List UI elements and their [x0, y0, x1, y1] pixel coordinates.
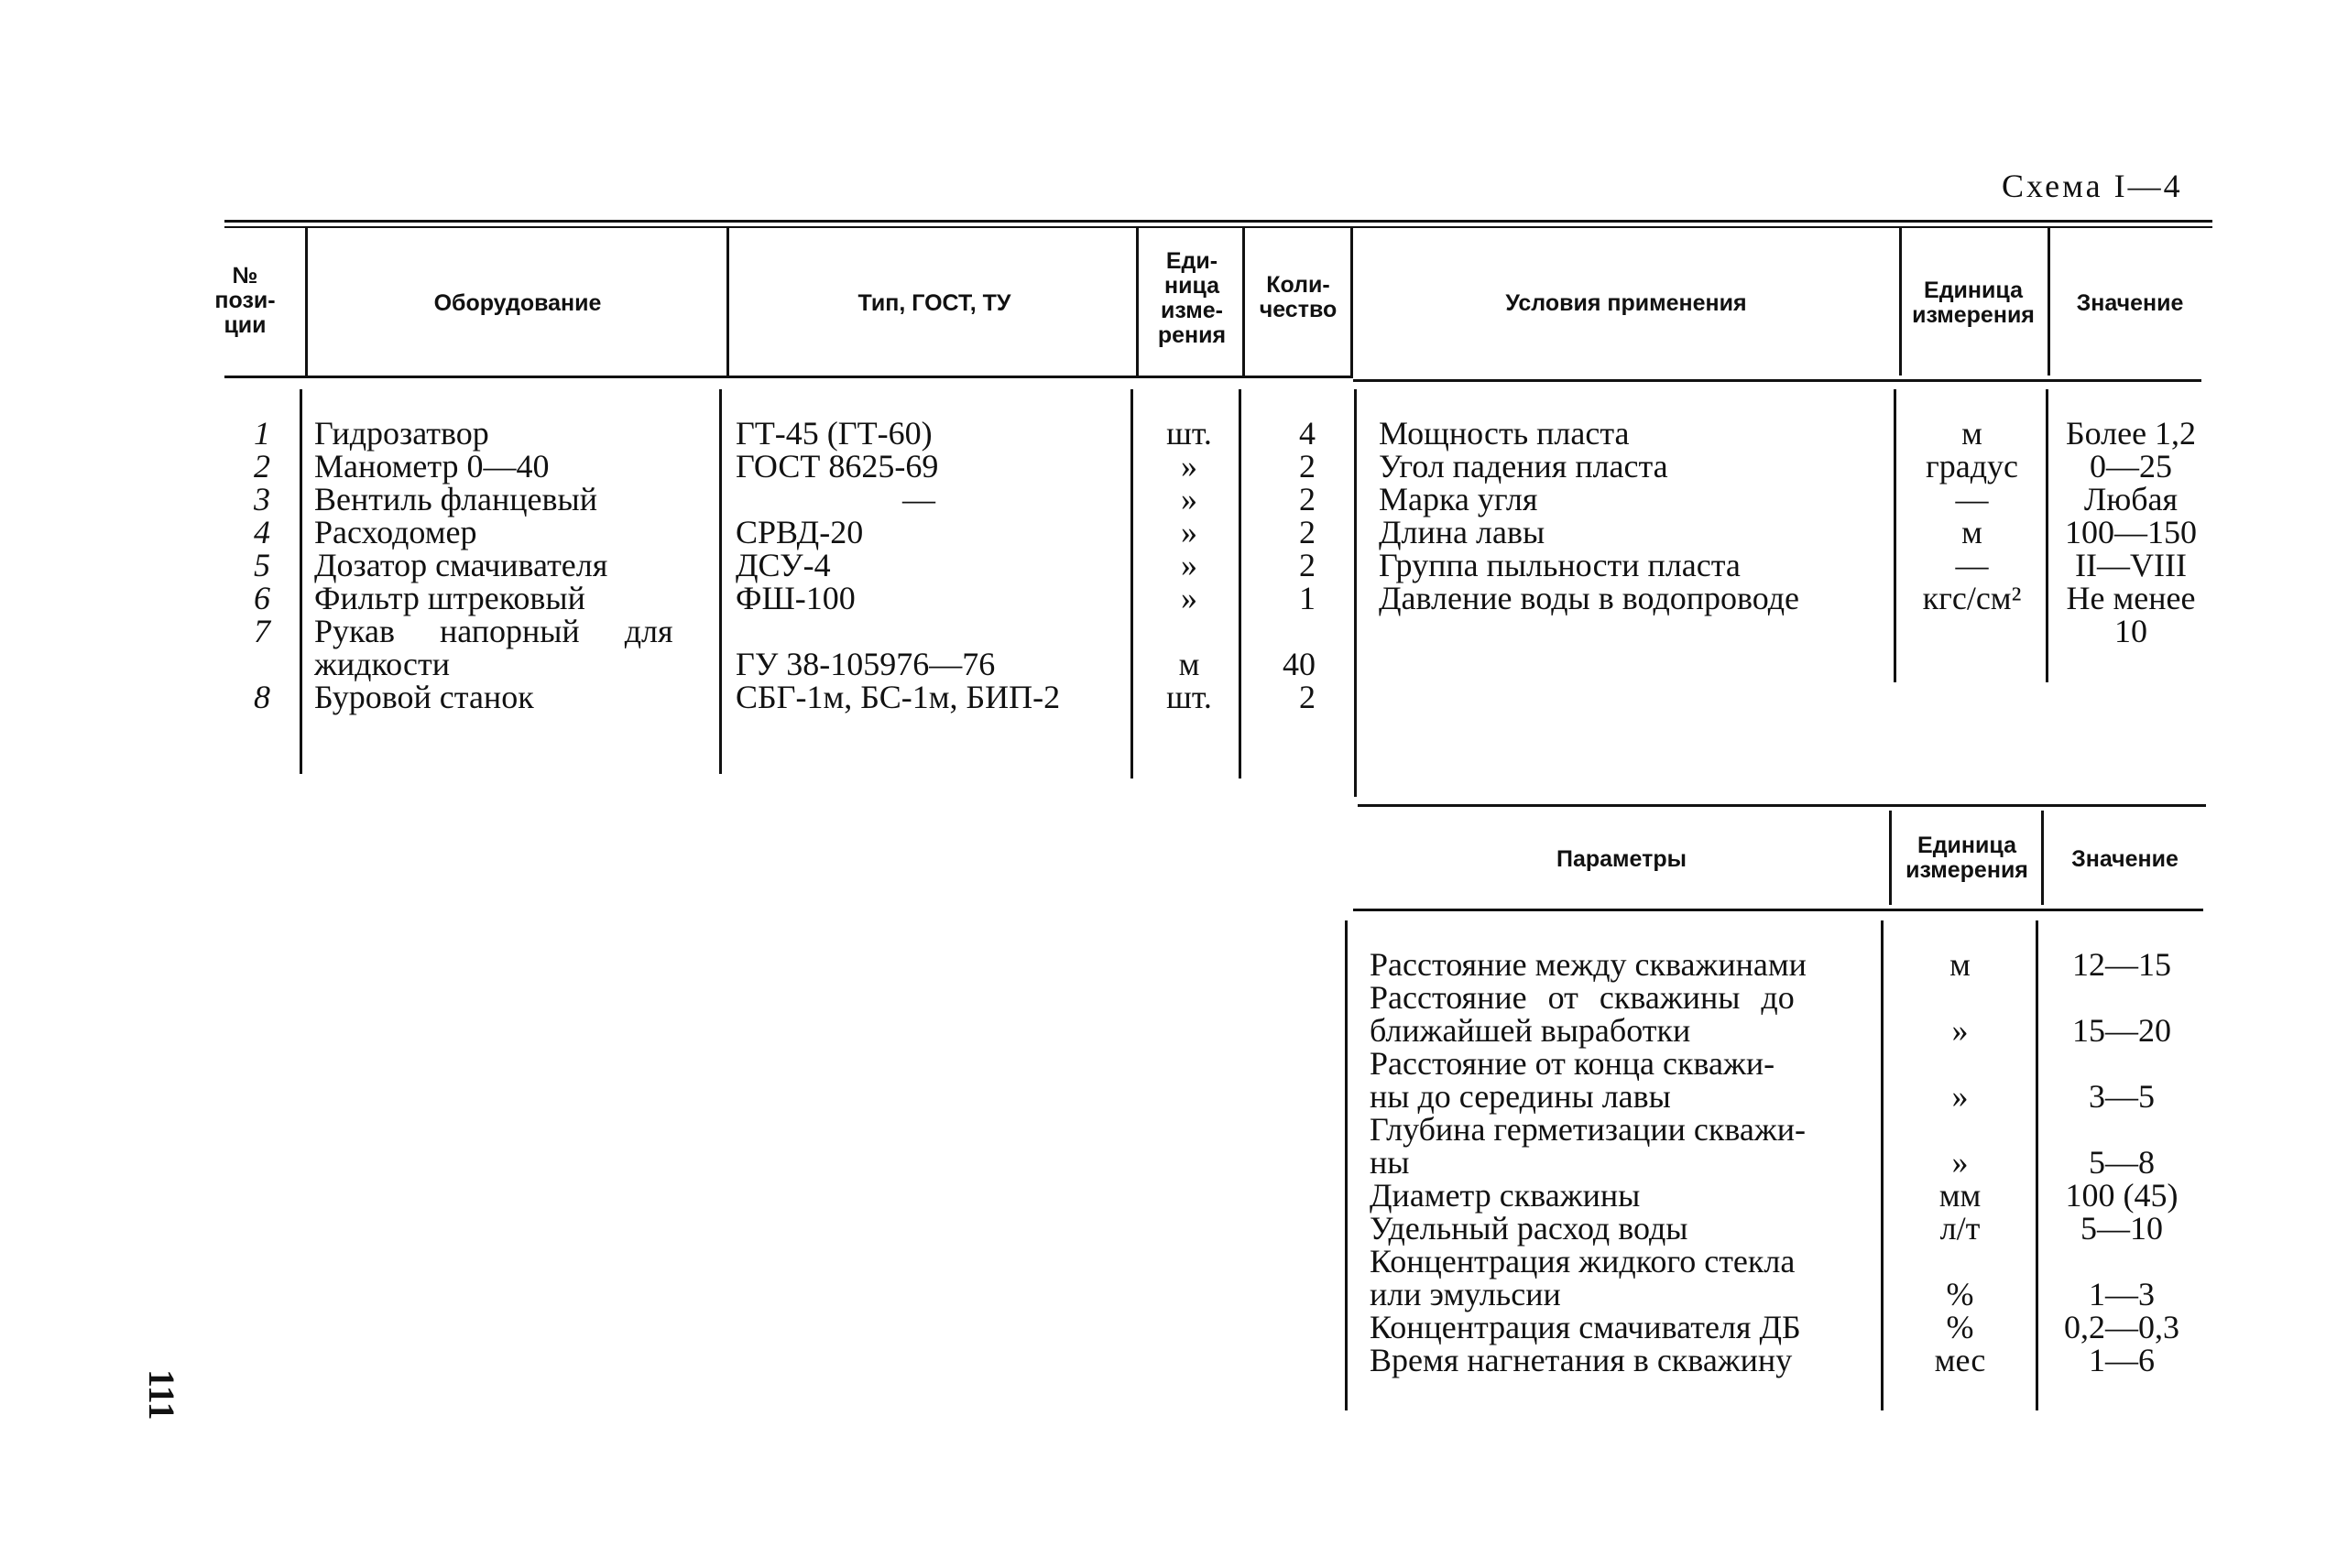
condition-unit: м [1961, 514, 1982, 550]
parameter-unit: » [1951, 1012, 1969, 1049]
parameter-unit: м [1949, 946, 1971, 983]
condition-value: II—VIII [2075, 547, 2187, 583]
equipment-type: ФШ-100 [736, 580, 856, 616]
header-value: Значение [2076, 290, 2184, 316]
header-value: Значение [2071, 846, 2179, 872]
equipment-name [314, 615, 710, 648]
col-divider [300, 389, 302, 774]
equipment-name-line1: Рукав напорный для [314, 613, 673, 649]
equipment-unit: » [1181, 547, 1197, 583]
parameter-value: 1—3 [2089, 1276, 2155, 1312]
equipment-name: Дозатор смачивателя [314, 547, 608, 583]
parameter-label-line1: Расстояние от конца скважи- [1370, 1045, 1775, 1082]
parameter-label: Время нагнетания в скважину [1370, 1342, 1793, 1378]
row-number: 5 [254, 547, 270, 583]
parameter-value: 12—15 [2072, 946, 2171, 983]
equipment-qty: 2 [1299, 547, 1316, 583]
col-divider [1881, 920, 1884, 1410]
equipment-qty: 1 [1299, 580, 1316, 616]
header-unit: Единица измерения [1912, 278, 2035, 328]
equipment-type: ГУ 38-105976—76 [736, 646, 996, 682]
equipment-type: — [902, 481, 935, 517]
row-number: 6 [254, 580, 270, 616]
equipment-qty: 2 [1299, 679, 1316, 715]
parameter-value: 5—8 [2089, 1144, 2155, 1181]
col-divider [1899, 227, 1902, 376]
parameter-unit: » [1951, 1144, 1969, 1181]
col-divider [1345, 920, 1348, 1410]
parameter-label-line1: Глубина герметизации скважи- [1370, 1111, 1806, 1148]
row-number: 8 [254, 679, 270, 715]
header-unit: Еди- ница изме- рения [1157, 248, 1227, 348]
parameter-unit: % [1946, 1309, 1974, 1345]
row-number: 7 [254, 613, 270, 649]
equipment-qty: 40 [1283, 646, 1316, 682]
equipment-name: Буровой станок [314, 679, 534, 715]
parameter-value: 0,2—0,3 [2064, 1309, 2179, 1345]
equipment-qty: 2 [1299, 481, 1316, 517]
equipment-qty: 4 [1299, 415, 1316, 452]
parameter-label-line2: ближайшей выработки [1370, 1012, 1691, 1049]
condition-label: Мощность пласта [1379, 415, 1630, 452]
header-conditions: Условия применения [1505, 290, 1747, 316]
equipment-type: СБГ-1м, БС-1м, БИП-2 [736, 679, 1061, 715]
col-divider [1136, 227, 1139, 376]
parameter-unit: мм [1938, 1177, 1982, 1214]
condition-label: Длина лавы [1379, 514, 1545, 550]
condition-value: 0—25 [2090, 448, 2172, 485]
condition-value: 100—150 [2065, 514, 2197, 550]
header-parameters: Параметры [1556, 846, 1687, 872]
equipment-unit: шт. [1166, 679, 1212, 715]
parameter-label: Диаметр скважины [1370, 1177, 1641, 1214]
header-type: Тип, ГОСТ, ТУ [857, 290, 1011, 316]
table-top-rule [224, 220, 1353, 223]
equipment-name: Манометр 0—40 [314, 448, 550, 485]
col-divider [1350, 227, 1353, 376]
equipment-type: СРВД-20 [736, 514, 864, 550]
header-bottom-rule [1353, 379, 2201, 382]
parameter-label-line2: ны до середины лавы [1370, 1078, 1671, 1115]
equipment-name: Фильтр штрековый [314, 580, 585, 616]
parameter-label-line1: Расстояние от скважины до [1370, 979, 1795, 1016]
header-bottom-rule [224, 376, 1353, 378]
equipment-unit: » [1181, 481, 1197, 517]
table-top-rule [1353, 220, 2212, 223]
col-divider [2048, 227, 2050, 376]
parameter-value: 5—10 [2080, 1210, 2163, 1247]
condition-unit: — [1955, 481, 1989, 517]
header-position: № пози- ции [214, 263, 276, 338]
condition-label: Марка угля [1379, 481, 1538, 517]
parameter-label-line1: Концентрация жидкого стекла [1370, 1243, 1796, 1279]
parameter-value: 15—20 [2072, 1012, 2171, 1049]
row-number: 2 [254, 448, 270, 485]
condition-unit: градус [1925, 448, 2019, 485]
col-divider [2036, 920, 2038, 1410]
condition-value-line2: 10 [2114, 613, 2147, 649]
equipment-name: Гидрозатвор [314, 415, 489, 452]
condition-label: Группа пыльности пласта [1379, 547, 1741, 583]
col-divider [1130, 389, 1133, 779]
equipment-unit: » [1181, 580, 1197, 616]
parameter-unit: » [1951, 1078, 1969, 1115]
parameter-label-line2: или эмульсии [1370, 1276, 1561, 1312]
scheme-label: Схема I—4 [2002, 168, 2183, 204]
header-equipment: Оборудование [433, 290, 602, 316]
parameter-unit: мес [1934, 1342, 1986, 1378]
equipment-qty: 2 [1299, 448, 1316, 485]
equipment-unit: » [1181, 448, 1197, 485]
page-number: 111 [141, 1369, 182, 1421]
condition-label: Давление воды в водопроводе [1379, 580, 1800, 616]
table-top-rule-thin [224, 226, 2212, 228]
equipment-name: Расходомер [314, 514, 477, 550]
parameter-value: 1—6 [2089, 1342, 2155, 1378]
col-divider [726, 227, 729, 376]
parameter-value: 100 (45) [2065, 1177, 2179, 1214]
equipment-name: Вентиль фланцевый [314, 481, 597, 517]
equipment-unit: м [1178, 646, 1200, 682]
header-bottom-rule [1353, 909, 2203, 911]
equipment-name-line2: жидкости [314, 646, 450, 682]
equipment-type: ГОСТ 8625-69 [736, 448, 939, 485]
condition-unit: кгс/см² [1922, 580, 2022, 616]
parameter-label: Концентрация смачивателя ДБ [1370, 1309, 1801, 1345]
parameter-value: 3—5 [2089, 1078, 2155, 1115]
col-divider [719, 389, 722, 774]
condition-unit: м [1961, 415, 1982, 452]
col-divider [1242, 227, 1245, 376]
parameter-unit: % [1946, 1276, 1974, 1312]
condition-unit: — [1955, 547, 1989, 583]
header-quantity: Коли- чество [1259, 272, 1338, 322]
condition-value: Любая [2083, 481, 2179, 517]
row-number: 4 [254, 514, 270, 550]
row-number: 1 [254, 415, 270, 452]
equipment-unit: » [1181, 514, 1197, 550]
parameter-label: Расстояние между скважинами [1370, 946, 1807, 983]
equipment-type: ГТ-45 (ГТ-60) [736, 415, 933, 452]
equipment-unit: шт. [1166, 415, 1212, 452]
table-top-rule [1358, 804, 2206, 807]
equipment-qty: 2 [1299, 514, 1316, 550]
parameter-label: Удельный расход воды [1370, 1210, 1688, 1247]
row-number: 3 [254, 481, 270, 517]
equipment-type: ДСУ-4 [736, 547, 831, 583]
parameter-unit: л/т [1939, 1210, 1981, 1247]
col-divider [1354, 389, 1357, 797]
condition-label: Угол падения пласта [1379, 448, 1668, 485]
condition-value-line1: Не менее [2066, 580, 2196, 616]
header-unit: Единица измерения [1906, 833, 2028, 883]
col-divider [1889, 811, 1892, 905]
parameter-label-line2: ны [1370, 1144, 1410, 1181]
col-divider [2041, 811, 2044, 905]
col-divider [305, 227, 308, 376]
condition-value: Более 1,2 [2065, 415, 2197, 452]
